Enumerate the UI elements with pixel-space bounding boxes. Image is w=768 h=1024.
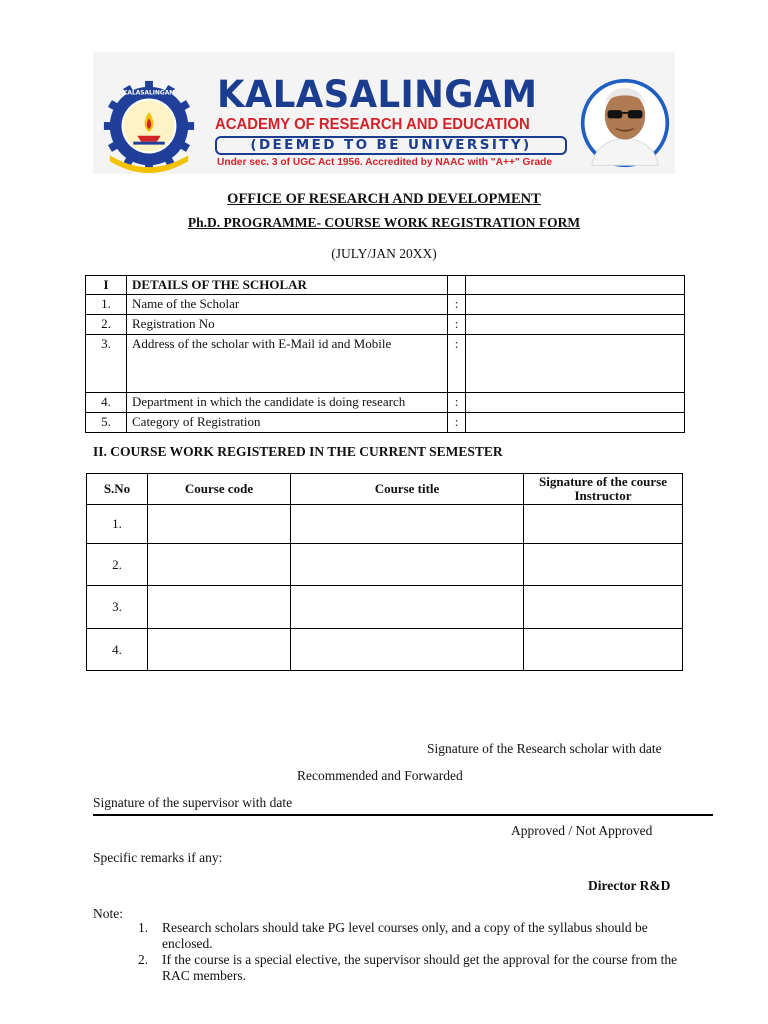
col-header-course-code: Course code xyxy=(148,474,291,505)
form-title: Ph.D. PROGRAMME- COURSE WORK REGISTRATION FORM xyxy=(187,215,581,230)
recommended-label: Recommended and Forwarded xyxy=(297,768,463,783)
course-title-cell[interactable] xyxy=(291,544,524,586)
row-number: 3. xyxy=(87,586,148,629)
brand-subtitle: ACADEMY OF RESEARCH AND EDUCATION xyxy=(215,116,530,133)
row-number: 2. xyxy=(86,315,127,335)
separator-cell: : xyxy=(448,393,466,413)
field-label: Name of the Scholar xyxy=(127,295,448,315)
university-emblem-icon xyxy=(100,77,198,174)
table-row xyxy=(86,295,685,315)
table-row xyxy=(87,505,683,544)
founder-portrait-icon xyxy=(579,77,671,169)
remarks-label: Specific remarks if any: xyxy=(93,850,223,865)
table-row xyxy=(87,586,683,629)
course-code-cell[interactable] xyxy=(148,505,291,544)
table-row xyxy=(86,276,685,295)
col-header-course-title: Course title xyxy=(291,474,524,505)
address-field[interactable] xyxy=(466,335,685,393)
separator-cell: : xyxy=(448,295,466,315)
row-number: 4. xyxy=(87,629,148,671)
col-header-instructor-signature: Signature of the course Instructor xyxy=(524,474,683,505)
brand-accreditation: Under sec. 3 of UGC Act 1956. Accredited by NAAC with "A++" Grade xyxy=(217,157,552,168)
instructor-signature-cell[interactable] xyxy=(524,629,683,671)
note-number: 1. xyxy=(138,920,149,935)
table-row xyxy=(86,413,685,433)
category-field[interactable] xyxy=(466,413,685,433)
supervisor-signature-label: Signature of the supervisor with date xyxy=(93,795,293,810)
notes-list xyxy=(138,920,678,984)
instructor-signature-cell[interactable] xyxy=(524,586,683,629)
row-number: 1. xyxy=(87,505,148,544)
field-label: Department in which the candidate is doing research xyxy=(127,393,448,413)
approval-label: Approved / Not Approved xyxy=(511,823,653,838)
separator-cell xyxy=(448,276,466,295)
row-number: 2. xyxy=(87,544,148,586)
svg-text:KALASALINGAM: KALASALINGAM xyxy=(122,90,176,97)
course-title-cell[interactable] xyxy=(291,586,524,629)
registration-no-field[interactable] xyxy=(466,315,685,335)
session-label: (JULY/JAN 20XX) xyxy=(331,246,437,261)
brand-name: KALASALINGAM xyxy=(217,73,538,116)
field-label: Category of Registration xyxy=(127,413,448,433)
note-number: 2. xyxy=(138,952,149,967)
instructor-signature-cell[interactable] xyxy=(524,544,683,586)
note-item xyxy=(138,920,678,952)
section-heading: DETAILS OF THE SCHOLAR xyxy=(127,276,448,295)
section-number: I xyxy=(86,276,127,295)
note-text: If the course is a special elective, the supervisor should get the approval for the course from the RAC members. xyxy=(162,952,678,983)
table-row xyxy=(86,335,685,393)
note-label: Note: xyxy=(93,906,123,921)
separator-cell: : xyxy=(448,413,466,433)
section2-heading: II. COURSE WORK REGISTERED IN THE CURRENT SEMESTER xyxy=(93,444,503,459)
field-label: Registration No xyxy=(127,315,448,335)
divider-line xyxy=(93,814,713,816)
office-title: OFFICE OF RESEARCH AND DEVELOPMENT xyxy=(227,191,541,207)
brand-deemed: (DEEMED TO BE UNIVERSITY) xyxy=(215,136,567,155)
separator-cell: : xyxy=(448,315,466,335)
course-title-cell[interactable] xyxy=(291,505,524,544)
department-field[interactable] xyxy=(466,393,685,413)
table-row xyxy=(86,393,685,413)
separator-cell: : xyxy=(448,335,466,393)
table-row xyxy=(87,544,683,586)
row-number: 1. xyxy=(86,295,127,315)
course-title-cell[interactable] xyxy=(291,629,524,671)
value-cell[interactable] xyxy=(466,276,685,295)
table-header-row xyxy=(87,474,683,505)
row-number: 4. xyxy=(86,393,127,413)
scholar-details-table xyxy=(85,275,685,433)
row-number: 3. xyxy=(86,335,127,393)
note-text: Research scholars should take PG level courses only, and a copy of the syllabus should be enclosed. xyxy=(162,920,648,951)
course-code-cell[interactable] xyxy=(148,586,291,629)
row-number: 5. xyxy=(86,413,127,433)
table-row xyxy=(86,315,685,335)
instructor-signature-cell[interactable] xyxy=(524,505,683,544)
course-code-cell[interactable] xyxy=(148,629,291,671)
director-label: Director R&D xyxy=(588,878,671,893)
course-code-cell[interactable] xyxy=(148,544,291,586)
scholar-name-field[interactable] xyxy=(466,295,685,315)
field-label: Address of the scholar with E-Mail id and Mobile xyxy=(127,335,448,393)
table-row xyxy=(87,629,683,671)
scholar-signature-label: Signature of the Research scholar with date xyxy=(427,741,662,756)
col-header-sno: S.No xyxy=(87,474,148,505)
course-work-table xyxy=(86,473,683,671)
university-banner xyxy=(93,52,675,174)
note-item xyxy=(138,952,678,984)
